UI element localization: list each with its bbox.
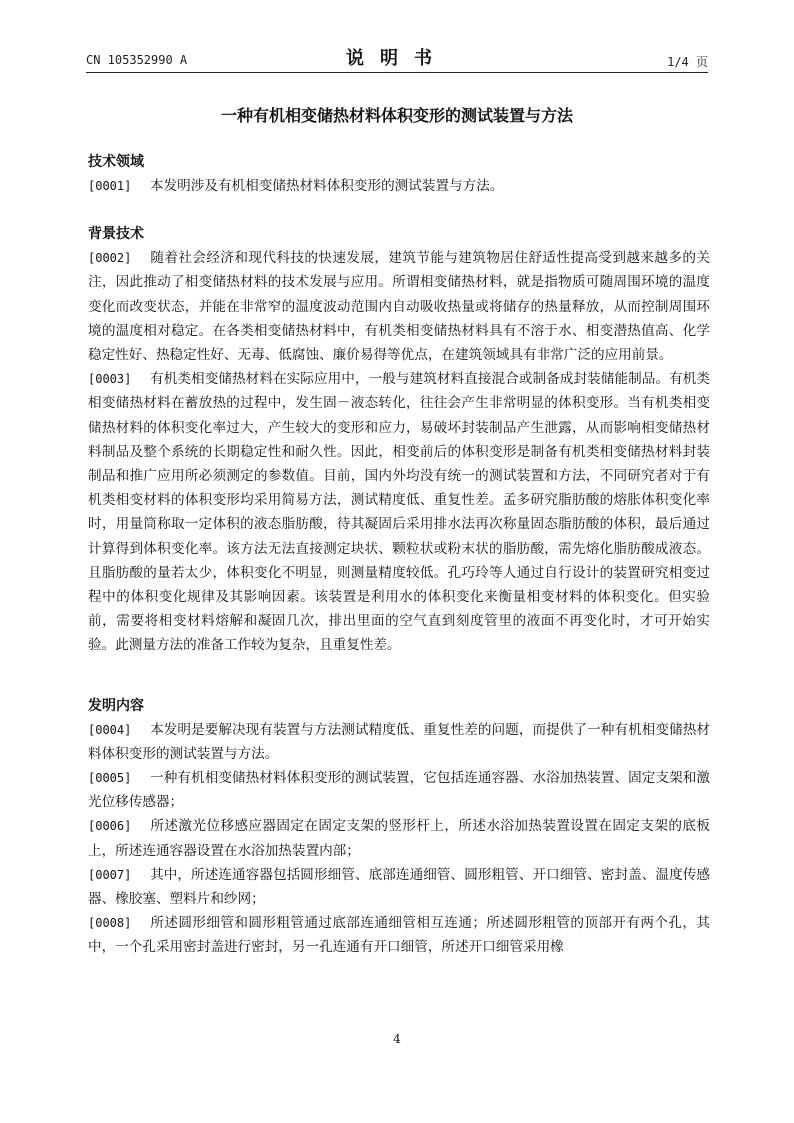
page-number: 4 bbox=[393, 1032, 401, 1046]
paragraph-text: 随着社会经济和现代科技的快速发展，建筑节能与建筑物居住舒适性提高受到越来越多的关注，因此推动了相变储热材料的技术发展与应用。所谓相变储热材料，就是指物质可随周围环境的温度变化而改变状态，并能在非常窄的温度波动范围内自动吸收热量或将储存的热量释放，从而控制周围环境的温度相对稳定。在各类相变储热材料中，有机类相变储热材料具有不溶于水、相变潜热值高、化学稳定性好、热稳定性好、无毒、低腐蚀、廉价易得等优点，在建筑领域具有非常广泛的应用前景。 bbox=[88, 250, 710, 364]
paragraph-number: [0001] bbox=[88, 179, 132, 193]
paragraph-number: [0004] bbox=[88, 722, 132, 737]
paragraph-number: [0003] bbox=[88, 372, 132, 387]
section-heading: 发明内容 bbox=[88, 697, 144, 714]
paragraph-text: 有机类相变储热材料在实际应用中，一般与建筑材料直接混合或制备成封装储能制品。有机类相变储热材料在蓄放热的过程中，发生固－液态转化，往往会产生非常明显的体积变形。当有机类相变储热材料的体积变化率过大，产生较大的变形和应力，易破坏封装制品产生泄露，从而影响相变储热材料制品及整个系统的长期稳定性和耐久性。因此，相变前后的体积变形是制备有机类相变储热材料封装制品和推广应用所必须测定的参数值。目前，国内外均没有统一的测试装置和方法，不同研究者对于有机类相变材料的体积变形均采用简易方法，测试精度低、重复性差。孟多研究脂肪酸的熔胀体积变化率时，用量筒称取一定体积的液态脂肪酸，待其凝固后采用排水法再次称量固态脂肪酸的体积，最后通过计算得到体积变化率。该方法无法直接测定块状、颗粒状或粉末状的脂肪酸，需先熔化脂肪酸成液态。且脂肪酸的量若太少，体积变化不明显，则测量精度较低。孔巧玲等人通过自行设计的装置研究相变过程中的体积变化规律及其影响因素。该装置是利用水的体积变化来衡量相变材料的体积变化。但实验前，需要将相变材料熔解和凝固几次，排出里面的空气直到刻度管里的液面不再变化时，才可开始实验。此测量方法的准备工作较为复杂，且重复性差。 bbox=[88, 371, 710, 654]
section-heading: 背景技术 bbox=[88, 226, 144, 243]
paragraph-number: [0006] bbox=[88, 819, 132, 834]
paragraph bbox=[88, 766, 710, 814]
page-info: 1/4 页 bbox=[667, 55, 708, 69]
paragraph bbox=[88, 911, 710, 959]
header-divider bbox=[86, 72, 708, 73]
paragraph bbox=[88, 718, 710, 766]
paragraph bbox=[88, 246, 710, 367]
paragraph bbox=[88, 174, 710, 198]
paragraph-text: 所述圆形细管和圆形粗管通过底部连通细管相互连通；所述圆形粗管的顶部开有两个孔，其中，一个孔采用密封盖进行密封，另一孔连通有开口细管，所述开口细管采用橡 bbox=[88, 915, 710, 956]
paragraph-text: 一种有机相变储热材料体积变形的测试装置，它包括连通容器、水浴加热装置、固定支架和激光位移传感器； bbox=[88, 770, 710, 811]
paragraph-text: 其中，所述连通容器包括圆形细管、底部连通细管、圆形粗管、开口细管、密封盖、温度传感器、橡胶塞、塑料片和纱网； bbox=[88, 866, 710, 908]
paragraph-number: [0008] bbox=[88, 916, 132, 931]
section-heading: 技术领域 bbox=[88, 154, 144, 170]
paragraph bbox=[88, 814, 710, 862]
paragraph-number: [0007] bbox=[88, 867, 132, 882]
paragraph-number: [0002] bbox=[88, 251, 132, 266]
patent-number: CN 105352990 A bbox=[86, 53, 188, 67]
paragraph-text: 本发明是要解决现有装置与方法测试精度低、重复性差的问题，而提供了一种有机相变储热材料体积变形的测试装置与方法。 bbox=[88, 721, 710, 762]
paragraph bbox=[88, 863, 710, 911]
document-type: 说明书 bbox=[346, 48, 448, 69]
paragraph bbox=[88, 367, 710, 657]
document-body bbox=[88, 150, 710, 960]
paragraph-text: 本发明涉及有机相变储热材料体积变形的测试装置与方法。 bbox=[150, 178, 504, 194]
document-title: 一种有机相变储热材料体积变形的测试装置与方法 bbox=[220, 106, 573, 125]
paragraph-text: 所述激光位移感应器固定在固定支架的竖形杆上，所述水浴加热装置设置在固定支架的底板上，所述连通容器设置在水浴加热装置内部； bbox=[88, 818, 710, 859]
paragraph-number: [0005] bbox=[88, 771, 132, 786]
